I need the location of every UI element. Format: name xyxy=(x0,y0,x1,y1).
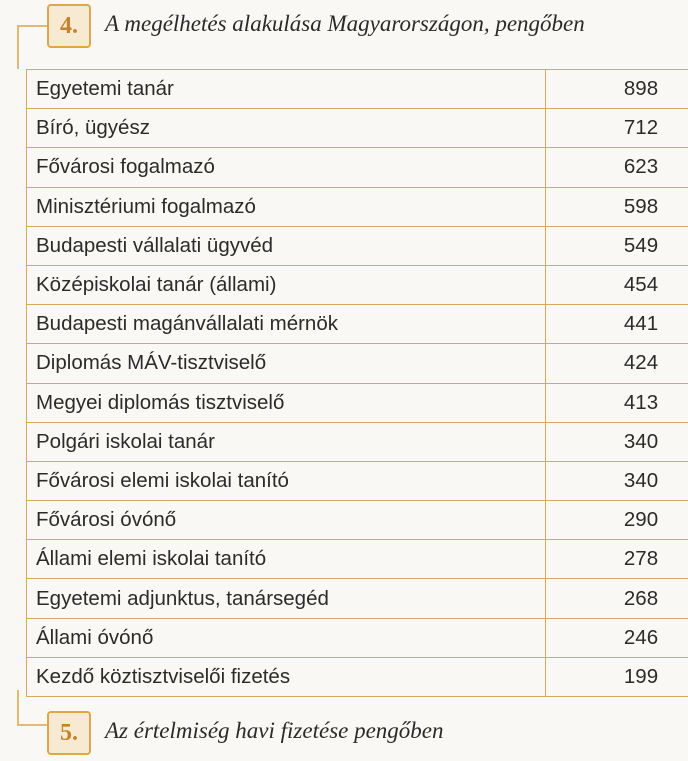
table-row xyxy=(27,383,688,422)
row-label: Megyei diplomás tisztviselő xyxy=(27,383,546,422)
row-value: 454 xyxy=(546,265,688,304)
row-label: Bíró, ügyész xyxy=(27,109,546,148)
table-row xyxy=(27,226,688,265)
row-label: Középiskolai tanár (állami) xyxy=(27,265,546,304)
caption-title: A megélhetés alakulása Magyarországon, pengőben xyxy=(105,11,585,36)
table-row xyxy=(27,657,688,696)
table-row xyxy=(27,501,688,540)
row-value: 598 xyxy=(546,187,688,226)
row-value: 441 xyxy=(546,305,688,344)
table-row xyxy=(27,344,688,383)
row-value: 623 xyxy=(546,148,688,187)
row-label: Állami óvónő xyxy=(27,618,546,657)
row-label: Polgári iskolai tanár xyxy=(27,422,546,461)
row-value: 268 xyxy=(546,579,688,618)
row-label: Minisztériumi fogalmazó xyxy=(27,187,546,226)
table-row xyxy=(27,305,688,344)
row-value: 340 xyxy=(546,422,688,461)
row-value: 199 xyxy=(546,657,688,696)
row-label: Fővárosi elemi iskolai tanító xyxy=(27,461,546,500)
caption-number-badge: 4. xyxy=(47,4,91,48)
caption-4 xyxy=(0,4,688,50)
caption-title: Az értelmiség havi fizetése pengőben xyxy=(105,718,444,743)
table-row xyxy=(27,70,688,109)
caption-number-badge: 5. xyxy=(47,711,91,755)
table-row xyxy=(27,540,688,579)
salary-table-body xyxy=(27,70,688,697)
row-label: Budapesti vállalati ügyvéd xyxy=(27,226,546,265)
row-label: Kezdő köztisztviselői fizetés xyxy=(27,657,546,696)
row-label: Állami elemi iskolai tanító xyxy=(27,540,546,579)
row-value: 278 xyxy=(546,540,688,579)
row-label: Egyetemi adjunktus, tanársegéd xyxy=(27,579,546,618)
row-value: 898 xyxy=(546,70,688,109)
salary-table xyxy=(26,69,688,697)
table-row xyxy=(27,579,688,618)
row-value: 340 xyxy=(546,461,688,500)
row-value: 549 xyxy=(546,226,688,265)
caption-5 xyxy=(0,711,688,757)
row-label: Diplomás MÁV-tisztviselő xyxy=(27,344,546,383)
row-value: 424 xyxy=(546,344,688,383)
row-label: Egyetemi tanár xyxy=(27,70,546,109)
table-row xyxy=(27,618,688,657)
table-row xyxy=(27,265,688,304)
row-value: 413 xyxy=(546,383,688,422)
row-value: 246 xyxy=(546,618,688,657)
row-value: 290 xyxy=(546,501,688,540)
table-row xyxy=(27,187,688,226)
row-label: Fővárosi fogalmazó xyxy=(27,148,546,187)
row-label: Fővárosi óvónő xyxy=(27,501,546,540)
table-row xyxy=(27,461,688,500)
row-value: 712 xyxy=(546,109,688,148)
table-row xyxy=(27,422,688,461)
table-row xyxy=(27,148,688,187)
table-row xyxy=(27,109,688,148)
row-label: Budapesti magánvállalati mérnök xyxy=(27,305,546,344)
